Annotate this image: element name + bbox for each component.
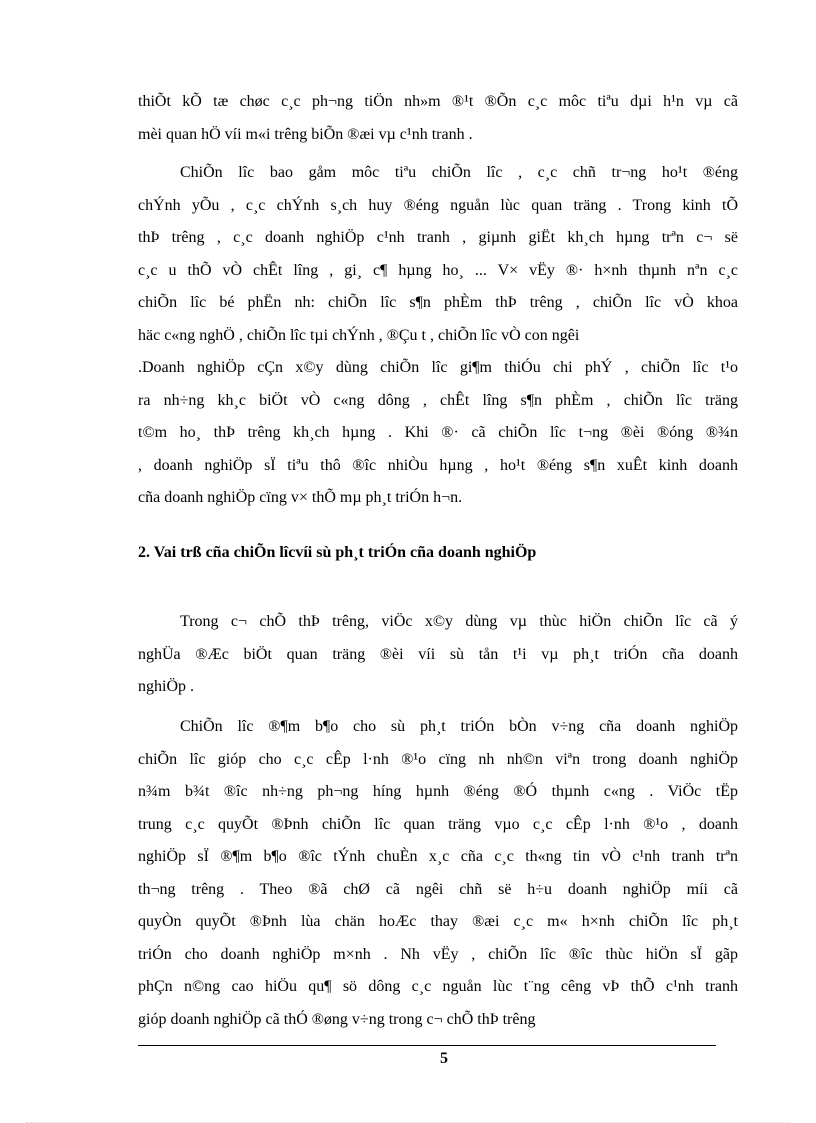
text-line: phÇn n©ng cao hiÖu qu¶ sö dông c¸c nguån lùc t¨ng cêng vÞ thÕ c¹nh tranh <box>138 978 738 995</box>
text-line: nghÜa ®Æc biÖt quan träng ®èi víi sù tån t¹i vµ ph¸t triÓn cña doanh <box>138 645 738 663</box>
text-line: ChiÕn lîc ®¶m b¶o cho sù ph¸t triÓn bÒn v÷ng cña doanh nghiÖp <box>180 718 738 735</box>
text-line: thÞ trêng , c¸c doanh nghiÖp c¹nh tranh , giµnh giËt kh¸ch hµng trªn c¬ së <box>138 229 738 246</box>
text-line: gióp doanh nghiÖp cã thÓ ®øng v÷ng trong c¬ chÕ thÞ trêng <box>138 1010 536 1028</box>
text-line: quyÒn quyÕt ®Þnh lùa chän hoÆc thay ®æi c¸c m« h×nh chiÕn lîc ph¸t <box>138 913 738 930</box>
text-line: t©m ho¸ thÞ trêng kh¸ch hµng . Khi ®· cã chiÕn lîc t¬ng ®èi ®óng ®¾n <box>138 424 738 441</box>
section-heading: 2. Vai trß cña chiÕn lîcvíi sù ph¸t triÓn cña doanh nghiÖp <box>138 544 537 561</box>
text-line: ChiÕn lîc bao gåm môc tiªu chiÕn lîc , c¸c chñ tr¬ng ho¹t ®éng <box>180 164 738 181</box>
text-line: chiÕn lîc bé phËn nh: chiÕn lîc s¶n phÈm thÞ trêng , chiÕn lîc vÒ khoa <box>138 294 738 311</box>
text-line: thiÕt kÕ tæ chøc c¸c ph¬ng tiÖn nh»m ®¹t ®Õn c¸c môc tiªu dµi h¹n vµ cã <box>138 93 738 110</box>
text-line: cña doanh nghiÖp cïng v× thÕ mµ ph¸t triÓn h¬n. <box>138 489 463 506</box>
paragraph-4 <box>138 711 738 1036</box>
text-line: chiÕn lîc gióp cho c¸c cÊp l·nh ®¹o cïng nh nh©n viªn trong doanh nghiÖp <box>138 750 738 768</box>
text-line: triÓn cho doanh nghiÖp m×nh . Nh vËy , chiÕn lîc ®îc thùc hiÖn sÏ gãp <box>138 945 738 963</box>
text-line: ra nh÷ng kh¸c biÖt vÒ c«ng dông , chÊt lîng s¶n phÈm , chiÕn lîc träng <box>138 391 738 409</box>
paragraph-1 <box>138 86 738 151</box>
text-line: trung c¸c quyÕt ®Þnh chiÕn lîc quan träng vµo c¸c cÊp l·nh ®¹o , doanh <box>138 815 738 833</box>
text-line: c¸c u thÕ vÒ chÊt lîng , gi¸ c¶ hµng ho¸ ... V× vËy ®· h×nh thµnh nªn c¸c <box>138 261 738 279</box>
text-line: häc c«ng nghÖ , chiÕn lîc tµi chÝnh , ®Çu t , chiÕn lîc vÒ con ngêi <box>138 326 580 344</box>
text-line: nghiÖp . <box>138 678 194 695</box>
text-line: chÝnh yÕu , c¸c chÝnh s¸ch huy ®éng nguån lùc quan träng . Trong kinh tÕ <box>138 196 738 214</box>
page-number: 5 <box>440 1050 448 1067</box>
text-line: mèi quan hÖ víi m«i trêng biÕn ®æi vµ c¹nh tranh . <box>138 125 473 143</box>
text-line: .Doanh nghiÖp cÇn x©y dùng chiÕn lîc gi¶m thiÓu chi phÝ , chiÕn lîc t¹o <box>138 359 738 376</box>
text-line: , doanh nghiÖp sÏ tiªu thô ®îc nhiÒu hµng , ho¹t ®éng s¶n xuÊt kinh doanh <box>138 456 738 474</box>
text-line: nghiÖp sÏ ®¶m b¶o ®îc tÝnh chuÈn x¸c cña c¸c th«ng tin vÒ c¹nh tranh trªn <box>138 848 738 865</box>
text-line: Trong c¬ chÕ thÞ trêng, viÖc x©y dùng vµ thùc hiÖn chiÕn lîc cã ý <box>180 613 738 630</box>
footer-rule <box>138 1045 716 1046</box>
paragraph-3 <box>138 606 738 704</box>
text-line: n¾m b¾t ®îc nh÷ng ph¬ng híng hµnh ®éng ®Ó thµnh c«ng . ViÖc tËp <box>138 783 738 800</box>
text-line: th¬ng trêng . Theo ®ã chØ cã ngêi chñ së h÷u doanh nghiÖp míi cã <box>138 880 738 898</box>
paragraph-2 <box>138 157 738 515</box>
